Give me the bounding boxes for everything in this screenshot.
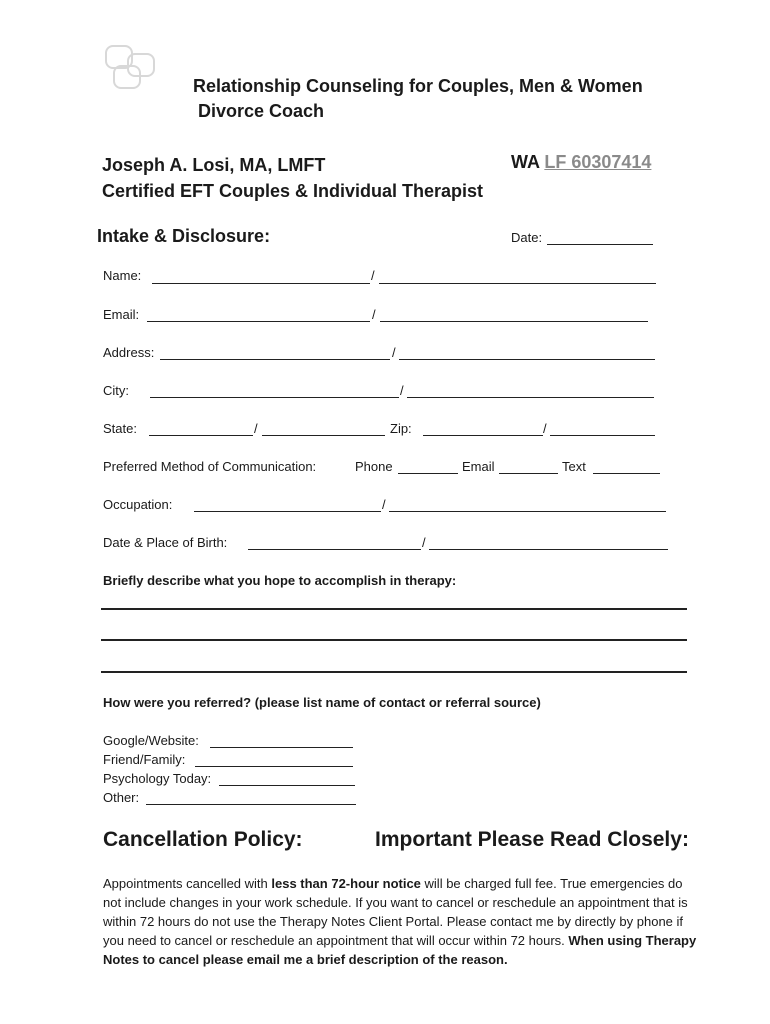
header-title: Relationship Counseling for Couples, Men & Women [193,76,643,96]
logo-icon [104,44,160,94]
comm-label: Preferred Method of Communication: [103,459,317,474]
therapy-goal-label: Briefly describe what you hope to accomplish in therapy: [103,573,457,588]
birth-field-first[interactable] [248,549,421,550]
therapist-name: Joseph A. Losi, MA, LMFT [102,155,326,175]
referral-friend-field[interactable] [195,766,353,767]
referral-label: How were you referred? (please list name of contact or referral source) [103,695,541,710]
state-field-first[interactable] [149,435,253,436]
comm-email-label: Email [462,459,495,474]
referral-friend-label: Friend/Family: [103,752,186,767]
therapy-goal-line-2[interactable] [101,639,687,641]
referral-other-field[interactable] [146,804,356,805]
zip-slash: / [543,421,547,436]
referral-other-label: Other: [103,790,140,805]
email-field-first[interactable] [147,321,370,322]
comm-text-field[interactable] [593,473,660,474]
birth-label: Date & Place of Birth: [103,535,228,550]
zip-field-second[interactable] [550,435,655,436]
name-slash: / [371,268,375,283]
comm-text-label: Text [562,459,586,474]
therapist-credential: Certified EFT Couples & Individual Therapist [102,181,484,201]
policy-text-1: Appointments cancelled with [103,876,272,891]
birth-field-second[interactable] [429,549,668,550]
occupation-field-second[interactable] [389,511,666,512]
occupation-slash: / [382,497,386,512]
cancellation-policy-text [103,874,703,969]
city-field-first[interactable] [150,397,399,398]
comm-phone-field[interactable] [398,473,458,474]
therapy-goal-line-1[interactable] [101,608,687,610]
zip-field-first[interactable] [423,435,543,436]
city-label: City: [103,383,129,398]
date-label: Date: [511,230,543,245]
therapist-block [102,152,483,204]
state-slash: / [254,421,258,436]
referral-psychology-label: Psychology Today: [103,771,212,786]
city-slash: / [400,383,404,398]
policy-bold-1: less than 72-hour notice [271,876,421,891]
referral-google-label: Google/Website: [103,733,199,748]
date-field[interactable] [547,244,653,245]
state-field-second[interactable] [262,435,385,436]
header-subtitle: Divorce Coach [198,101,325,121]
email-slash: / [372,307,376,322]
referral-google-field[interactable] [210,747,353,748]
therapy-goal-line-3[interactable] [101,671,687,673]
birth-slash: / [422,535,426,550]
name-field-first[interactable] [152,283,370,284]
license [511,152,651,173]
comm-email-field[interactable] [499,473,558,474]
name-field-second[interactable] [379,283,656,284]
cancellation-title: Cancellation Policy: [103,828,303,851]
address-label: Address: [103,345,155,360]
comm-phone-label: Phone [355,459,393,474]
address-field-second[interactable] [399,359,655,360]
state-label: State: [103,421,137,436]
address-field-first[interactable] [160,359,390,360]
email-field-second[interactable] [380,321,648,322]
policy-bold-2: When using Therapy Notes to cancel please email me a brief description of the reason. [103,933,697,967]
name-label: Name: [103,268,142,283]
occupation-field-first[interactable] [194,511,381,512]
city-field-second[interactable] [407,397,654,398]
referral-psychology-field[interactable] [219,785,355,786]
email-label: Email: [103,307,140,322]
occupation-label: Occupation: [103,497,173,512]
intake-title: Intake & Disclosure: [97,226,271,246]
address-slash: / [392,345,396,360]
license-prefix: WA [511,152,540,172]
policy-text-2: will be charged full fee. True emergencies do not include changes in your work schedule. If you want to cancel or reschedule an appointment that is within 72 hours do not use the Therapy Notes Client Portal. Please contact me by directly by phone if you need to cancel or reschedule an appointment that will occur within 72 hours. [103,876,688,948]
license-number-link[interactable]: LF 60307414 [544,152,652,172]
zip-label: Zip: [390,421,412,436]
important-title: Important Please Read Closely: [375,828,689,851]
